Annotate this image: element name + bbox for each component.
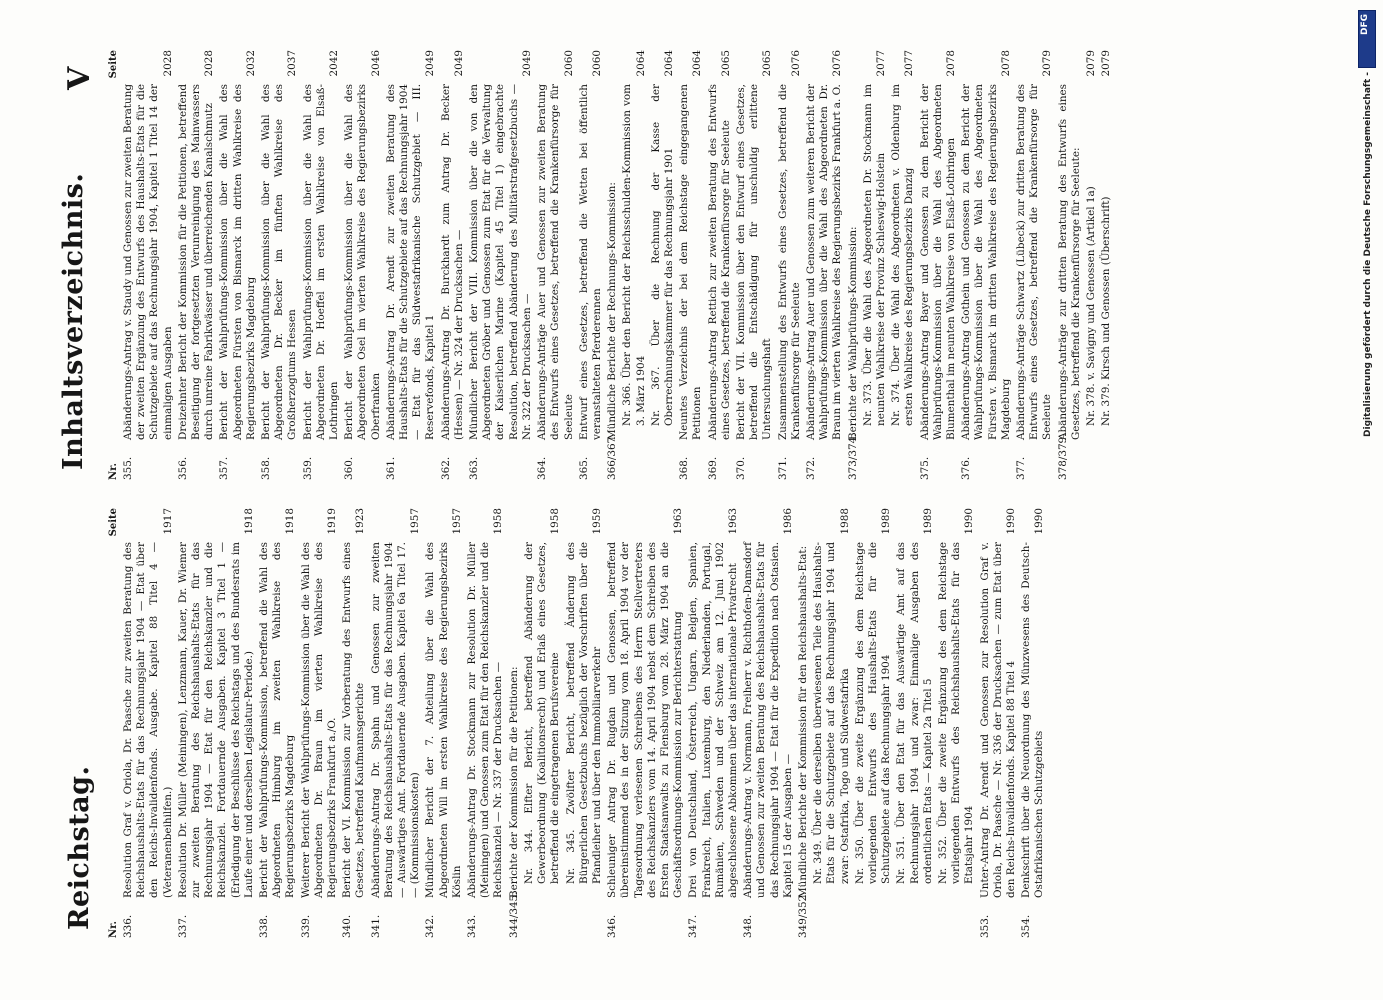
toc-entry xyxy=(218,50,258,480)
entry-text: Abänderungs-Antrag Dr. Burckhardt zum Antrag Dr. Becker (Hessen) — Nr. 324 der Drucksachen — xyxy=(439,84,465,440)
entry-page: 1963 xyxy=(726,508,739,535)
entry-page: 1958 xyxy=(549,508,562,535)
entry-number: 338. xyxy=(258,914,271,938)
left-column xyxy=(108,508,1313,938)
toc-entry xyxy=(678,50,704,480)
toc-entry xyxy=(468,50,534,480)
entry-text: Nr. 366. Über den Bericht der Reichsschulden-Kommission vom 3. März 1904 xyxy=(621,84,647,426)
entry-page: 2065 xyxy=(719,50,732,77)
entry-page: 2079 xyxy=(1041,50,1054,77)
toc-entry xyxy=(565,508,605,938)
entry-number: 343. xyxy=(466,914,479,938)
left-entry-list xyxy=(122,508,1047,938)
toc-entry xyxy=(847,50,860,480)
column-head-nr: Nr. xyxy=(108,463,119,480)
page-number-roman: V xyxy=(62,66,97,90)
entry-page: 2064 xyxy=(691,50,704,77)
toc-entry xyxy=(777,50,803,480)
entry-number: 347. xyxy=(687,914,700,938)
entry-page: 2064 xyxy=(634,50,647,77)
entry-number: 340. xyxy=(341,914,354,938)
entry-text: Nr. 374. Über die Wahl des Abgeordneten v. Oldenburg im ersten Wahlkreise des Regierungsbezirks Danzig xyxy=(890,84,916,426)
entry-number: 339. xyxy=(299,914,312,938)
toc-entry xyxy=(960,50,1013,480)
toc-entry xyxy=(937,508,977,938)
entry-number: 349/352. xyxy=(796,891,809,938)
entry-page: 1959 xyxy=(590,508,603,535)
entry-text: Abänderungs-Anträge Schwartz (Lübeck) zur dritten Beratung des Entwurfs eines Gesetzes, betreffend die Krankenfürsorge für Seeleute xyxy=(1015,84,1054,440)
toc-entry xyxy=(1020,508,1046,938)
toc-entry xyxy=(862,50,888,480)
entry-page: 1918 xyxy=(242,508,255,535)
entry-page: 2065 xyxy=(761,50,774,77)
entry-number: 337. xyxy=(176,914,189,938)
entry-number: 363. xyxy=(468,456,481,480)
entry-text: Neuntes Verzeichnis der bei dem Reichstage eingegangenen Petitionen xyxy=(678,84,704,440)
column-head xyxy=(108,50,122,480)
entry-text: Bericht der Wahlprüfungs-Kommission über die Wahl des Abgeordneten Fürsten von Bismarck im dritten Wahlkreise des Regierungsbezirks Magdeburg xyxy=(218,84,257,440)
column-head-seite: Seite xyxy=(108,50,119,79)
toc-entry xyxy=(385,50,438,480)
entry-number: 362. xyxy=(439,456,452,480)
entry-text: Nr. 373. Über die Wahl des Abgeordneten Dr. Stockmann im neunten Wahlkreise der Provinz Schleswig-Holstein xyxy=(861,84,887,426)
dfg-logo-text: DFG xyxy=(1360,14,1370,36)
entry-text: Abänderungs-Antrag Gothein und Genossen zu dem Bericht der Wahlprüfungs-Kommission über die Wahl des Abgeordneten Fürsten v. Bismarck im dritten Wahlkreise des Regierungsbezirks Magdeburg xyxy=(960,84,1012,440)
entry-page: 2077 xyxy=(903,50,916,77)
entry-number: 355. xyxy=(122,456,134,480)
toc-entry xyxy=(890,50,916,480)
entry-number: 354. xyxy=(1020,914,1033,938)
toc-entry xyxy=(895,508,935,938)
right-entry-list xyxy=(122,50,1113,480)
entry-page: 2049 xyxy=(520,50,533,77)
toc-entry xyxy=(606,50,619,480)
toc-entry xyxy=(341,508,367,938)
entry-page: 2028 xyxy=(161,50,174,77)
entry-number: 342. xyxy=(424,914,437,938)
entry-text: Abänderungs-Antrag Bayer und Genossen zu dem Bericht der Wahlprüfungs-Kommission über die Wahl des Abgeordneten Blumenthal im neunten Wahlkreise von Elsaß-Lothringen xyxy=(918,84,957,440)
entry-page: 1989 xyxy=(880,508,893,535)
entry-page: 1917 xyxy=(161,508,174,535)
entry-text: Schleuniger Antrag Dr. Rugdan und Genossen, betreffend übereinstimmend des in der Sitzung vom 18. April 1904 vor der Tagesordnung verlesenen Schreibens des Herrn Stellvertreters des Reichskanzlers vom 14. April 1904 nebst dem Schreiben des Ersten Staatsanwalts zu Flensburg vom 28. März 1904 an die Geschäftsordnungs-Kommission zur Berichterstattung xyxy=(606,542,685,898)
entry-text: Resolution Graf v. Oriola, Dr. Paasche zur zweiten Beratung des Reichshaushalts-Etats für das Rechnungsjahr 1904 — Etat über den Reichs-Invalidenfonds. Ausgabe. Kapitel 88 Titel 4 — (Veteranenbeihilfen.) xyxy=(122,542,174,898)
entry-number: 356. xyxy=(176,456,189,480)
entry-page: 2046 xyxy=(369,50,382,77)
toc-entry xyxy=(578,50,604,480)
toc-entry xyxy=(177,508,256,938)
entry-text: Drei von Deutschland, Österreich, Ungarn, Belgien, Spanien, Frankreich, Italien, Luxemburg, den Niederlanden, Portugal, Rumänien, Schweden und der Schweiz am 12. Juni 1902 abgeschlossene Abkommen über das internationale Privatrecht xyxy=(687,542,739,898)
entry-text: Bericht der Wahlprüfungs-Kommission über die Wahl des Abgeordneten Dr. Hoeffel im ersten Wahlkreise von Elsaß-Lothringen xyxy=(301,84,341,440)
entry-page: 1986 xyxy=(781,508,794,535)
toc-entry xyxy=(466,508,506,938)
entry-number: 368. xyxy=(678,456,691,480)
entry-text: Nr. 351. Über den Etat für das Auswärtige Amt auf das Rechnungsjahr 1904 und zwar: Einmalige Ausgaben des ordentlichen Etats — Kapitel 2a Titel 5 xyxy=(895,542,934,884)
toc-entry xyxy=(424,508,464,938)
toc-entry xyxy=(1015,50,1055,480)
page-header-left: Reichstag. xyxy=(64,765,95,930)
entry-page: 2064 xyxy=(662,50,675,77)
entry-text: Denkschrift über die Neuordnung des Münzwesens des Deutsch-Ostafrikanischen Schutzgebiets xyxy=(1020,542,1046,898)
entry-text: Mündliche Berichte der Kommission für den Reichshaushalts-Etat: xyxy=(796,545,809,898)
entry-page: 1957 xyxy=(409,508,422,535)
entry-number: 360. xyxy=(343,456,356,480)
entry-page: 2037 xyxy=(286,50,299,77)
entry-page: 1988 xyxy=(838,508,851,535)
toc-entry xyxy=(979,508,1019,938)
toc-entry xyxy=(805,50,845,480)
entry-text: Bericht der VI. Kommission zur Vorberatung des Entwurfs eines Gesetzes, betreffend Kaufmannsgerichte xyxy=(341,542,367,898)
digitization-credit: Digitalisierung gefördert durch die Deutsche Forschungsgemeinschaft - xyxy=(1363,72,1373,437)
entry-text: Nr. 345. Zwölfter Bericht, betreffend Änderung des Bürgerlichen Gesetzbuchs bezüglich der Vorschriften über die Pfandleiher und über den Immobiliarverkehr xyxy=(564,542,603,884)
toc-entry xyxy=(650,50,676,480)
entry-text: Abänderungs-Antrag Rettich zur zweiten Beratung des Entwurfs eines Gesetzes, betreffend die Krankenfürsorge für Seeleute xyxy=(706,84,732,440)
toc-entry xyxy=(177,50,217,480)
toc-entry xyxy=(919,50,959,480)
toc-entry xyxy=(621,50,647,480)
toc-entry xyxy=(370,508,423,938)
entry-number: 359. xyxy=(301,456,314,480)
toc-entry xyxy=(508,508,521,938)
entry-number: 346. xyxy=(606,914,619,938)
toc-entry xyxy=(343,50,383,480)
entry-number: 364. xyxy=(536,456,549,480)
entry-page: 2060 xyxy=(590,50,603,77)
column-head-seite: Seite xyxy=(108,508,119,537)
toc-entry xyxy=(440,50,466,480)
entry-text: Bericht der Wahlprüfungs-Kommission, betreffend die Wahl des Abgeordneten Himburg im zweiten Wahlkreise des Regierungsbezirks Magdeburg xyxy=(258,542,297,898)
toc-entry xyxy=(606,508,685,938)
entry-text: Bericht der Wahlprüfungs-Kommission über die Wahl des Abgeordneten Osel im vierten Wahlkreise des Regierungsbezirks Oberfranken xyxy=(343,84,382,440)
toc-entry xyxy=(260,50,300,480)
toc-entry xyxy=(797,508,810,938)
toc-entry xyxy=(122,508,175,938)
toc-entry xyxy=(523,508,563,938)
entry-page: 1957 xyxy=(450,508,463,535)
entry-text: Nr. 367. Über die Rechnung der Kasse der Oberrechnungskammer für das Rechnungsjahr 1901 xyxy=(649,84,675,426)
entry-text: Resolution Dr. Müller (Meiningen), Lenzmann, Kauer, Dr. Wiemer zur zweiten Beratung des Reichshaushalts-Etats für das Rechnungsjahr 1904 — Etat für den Reichskanzler und die Reichskanzlei. Fortdauernde Ausgaben. Kapitel 3 Titel 1 — (Erledigung der Beschlüsse des Reichstags und des Bundesrats im Laufe einer und derselben Legislatur-Periode.) xyxy=(176,542,255,898)
entry-text: Abänderungs-Anträge zur dritten Beratung des Entwurfs eines Gesetzes, betreffend die Krankenfürsorge für Seeleute: xyxy=(1056,84,1082,440)
toc-entry xyxy=(536,50,576,480)
entry-text: Abänderungs-Antrag Dr. Spahn und Genossen zur zweiten Beratung des Reichshaushalts-Etats für das Rechnungsjahr 1904 — Auswärtiges Amt. Fortdauernde Ausgaben. Kapitel 6a Titel 17. — (Kommissionskosten) xyxy=(369,542,422,898)
entry-number: 336. xyxy=(122,914,134,938)
entry-number: 378/379. xyxy=(1056,433,1069,480)
entry-number: 344/345. xyxy=(507,891,520,938)
toc-entry xyxy=(735,50,775,480)
toc-entry xyxy=(742,508,795,938)
toc-entry xyxy=(1085,50,1098,480)
toc-entry xyxy=(122,50,175,480)
entry-number: 371. xyxy=(776,456,789,480)
entry-number: 366/367. xyxy=(606,433,619,480)
toc-entry xyxy=(854,508,894,938)
column-head xyxy=(108,508,122,938)
entry-text: Entwurf eines Gesetzes, betreffend die Wetten bei öffentlich veranstalteten Pferderennen xyxy=(577,84,603,440)
entry-text: Unter-Antrag Dr. Arendt und Genossen zur Resolution Graf v. Oriola, Dr. Paasche — Nr. 336 der Drucksachen — zum Etat über den Reichs-Invalidenfonds. Kapitel 88 Titel 4 xyxy=(978,542,1017,898)
entry-text: Bericht der Wahlprüfungs-Kommission über die Wahl des Abgeordneten Dr. Becker im fünften Wahlkreise des Großherzogtums Hessen xyxy=(260,84,299,440)
entry-text: Abänderungs-Antrag Auer und Genossen zum weiteren Bericht der Wahlprüfungs-Kommission über die Wahl des Abgeordneten Dr. Braun im vierten Wahlkreise des Regierungsbezirks Frankfurt a. O. xyxy=(804,84,844,440)
entry-number: 373/374. xyxy=(846,433,859,480)
entry-page: 2049 xyxy=(452,50,465,77)
right-column xyxy=(108,50,1313,480)
entry-number: 348. xyxy=(742,914,755,938)
entry-page: 1958 xyxy=(492,508,505,535)
toc-entry xyxy=(707,50,733,480)
entry-page: 2032 xyxy=(244,50,257,77)
entry-page: 2078 xyxy=(999,50,1012,77)
entry-number: 365. xyxy=(577,456,590,480)
entry-page: 2078 xyxy=(944,50,957,77)
entry-text: Abänderungs-Antrag Dr. Arendt zur zweiten Beratung des Haushalts-Etats für die Schutzgebiete auf das Rechnungsjahr 1904 — Etat für das Südwestafrikanische Schutzgebiet — III. Reservefonds, Kapitel 1 xyxy=(384,84,437,440)
entry-page: 2079 xyxy=(1085,50,1098,77)
entry-text: Nr. 344. Elfter Bericht, betreffend Abänderung der Gewerbeordnung (Koalitionsrecht) und Erlaß eines Gesetzes, betreffend die eingetragenen Berufsvereine xyxy=(522,542,562,884)
entry-page: 1990 xyxy=(1005,508,1017,535)
entry-page: 2076 xyxy=(789,50,802,77)
page-header-title: Inhaltsverzeichnis. xyxy=(58,172,89,470)
entry-text: Weiterer Bericht der Wahlprüfungs-Kommission über die Wahl des Abgeordneten Dr. Braun im vierten Wahlkreise des Regierungsbezirks Frankfurt a./O. xyxy=(299,542,339,898)
toc-entry xyxy=(687,508,740,938)
entry-text: Abänderungs-Antrag v. Staudy und Genossen zur zweiten Beratung der zweiten Ergänzung des Entwurfs des Haushalts-Etats für die Schutzgebiete auf das Rechnungsjahr 1904, Kapitel 1 Titel 14 der einmaligen Ausgaben xyxy=(122,84,174,440)
entry-page: 2028 xyxy=(203,50,216,77)
entry-page: 2042 xyxy=(328,50,341,77)
entry-number: 376. xyxy=(960,456,973,480)
entry-page: 1990 xyxy=(1033,508,1046,535)
entry-text: Dreizehnter Bericht der Kommission für die Petitionen, betreffend Beseitigung der fortgesetzten Verunreinigung des Mainwassers durch unreine Fabrikwässer und überreichenden Kanalschmutz xyxy=(176,84,216,440)
entry-page: 2060 xyxy=(562,50,575,77)
entry-text: Abänderungs-Antrag Dr. Stockmann zur Resolution Dr. Müller (Meiningen) und Genossen zum Etat für den Reichskanzler und die Reichskanzlei — Nr. 337 der Drucksachen — xyxy=(466,542,505,898)
toc-entry xyxy=(1100,50,1113,480)
entry-text: Mündlicher Bericht der 7. Abteilung über die Wahl des Abgeordneten Will im ersten Wahlkreise des Regierungsbezirks Köslin xyxy=(424,542,463,898)
column-head-nr: Nr. xyxy=(108,921,119,938)
entry-text: Nr. 378. v. Savigny und Genossen (Artikel 1a) xyxy=(1085,186,1098,426)
entry-number: 358. xyxy=(260,456,273,480)
entry-number: 369. xyxy=(706,456,719,480)
toc-entry xyxy=(300,508,340,938)
entry-text: Berichte der Kommission für die Petitionen: xyxy=(507,666,520,898)
entry-number: 353. xyxy=(978,914,991,938)
entry-page: 2079 xyxy=(1100,50,1113,77)
entry-page: 1918 xyxy=(284,508,297,535)
entry-text: Abänderungs-Anträge Auer und Genossen zur zweiten Beratung des Entwurfs eines Gesetzes, betreffend die Krankenfürsorge für Seeleute xyxy=(536,84,575,440)
entry-page: 2077 xyxy=(874,50,887,77)
entry-text: Abänderungs-Antrag v. Normann, Freiherr v. Richthofen-Damsdorf und Genossen zur zweiten Beratung des Reichshaushalts-Etats für das Rechnungsjahr 1904 — Etat für die Expedition nach Ostasien. Kapitel 15 der Ausgaben — xyxy=(742,542,794,898)
entry-page: 1923 xyxy=(354,508,367,535)
toc-entry xyxy=(302,50,342,480)
toc-entry xyxy=(258,508,298,938)
entry-page: 1990 xyxy=(963,508,976,535)
entry-page: 1919 xyxy=(326,508,339,535)
entry-text: Bericht der VII. Kommission über den Entwurf eines Gesetzes, betreffend die Entschädigung für unschuldig erlittene Untersuchungshaft xyxy=(734,84,774,440)
entry-text: Zusammenstellung des Entwurfs eines Gesetzes, betreffend die Krankenfürsorge für Seeleute xyxy=(776,84,802,440)
entry-text: Berichte der Wahlprüfungs-Kommission: xyxy=(846,226,859,440)
entry-number: 357. xyxy=(218,456,231,480)
entry-page: 2049 xyxy=(424,50,437,77)
entry-text: Nr. 352. Über die zweite Ergänzung des dem Reichstage vorliegenden Entwurfs des Reichshaushalts-Etats für das Etatsjahr 1904 xyxy=(936,542,976,884)
entry-number: 372. xyxy=(804,456,817,480)
toc-entry xyxy=(1057,50,1083,480)
entry-text: Mündliche Berichte der Rechnungs-Kommission: xyxy=(606,182,619,440)
entry-number: 361. xyxy=(384,456,397,480)
entry-page: 2076 xyxy=(831,50,844,77)
entry-number: 370. xyxy=(734,456,747,480)
entry-number: 341. xyxy=(369,914,382,938)
entry-text: Nr. 349. Über die derselben überwiesenen Teile des Haushalts-Etats für die Schutzgebiete auf das Rechnungsjahr 1904 und zwar: Ostafrika, Togo und Südwestafrika xyxy=(812,542,851,884)
toc-entry xyxy=(812,508,852,938)
entry-number: 377. xyxy=(1015,456,1027,480)
entry-page: 1989 xyxy=(921,508,934,535)
entry-text: Nr. 350. Über die zweite Ergänzung des dem Reichstage vorliegenden Entwurfs des Haushalts-Etats für die Schutzgebiete auf das Rechnungsjahr 1904 xyxy=(853,542,893,884)
entry-text: Mündlicher Bericht der VIII. Kommission über die von den Abgeordneten Gröber und Genossen zum Etat für die Verwaltung der Kaiserlichen Marine (Kapitel 45 Titel 1) eingebrachte Resolution, betreffend Abänderung des Militärstrafgesetzbuchs — Nr. 322 der Drucksachen — xyxy=(468,84,533,440)
entry-number: 375. xyxy=(918,456,931,480)
entry-text: Nr. 379. Kirsch und Genossen (Überschrift) xyxy=(1100,196,1113,426)
entry-page: 1963 xyxy=(672,508,685,535)
